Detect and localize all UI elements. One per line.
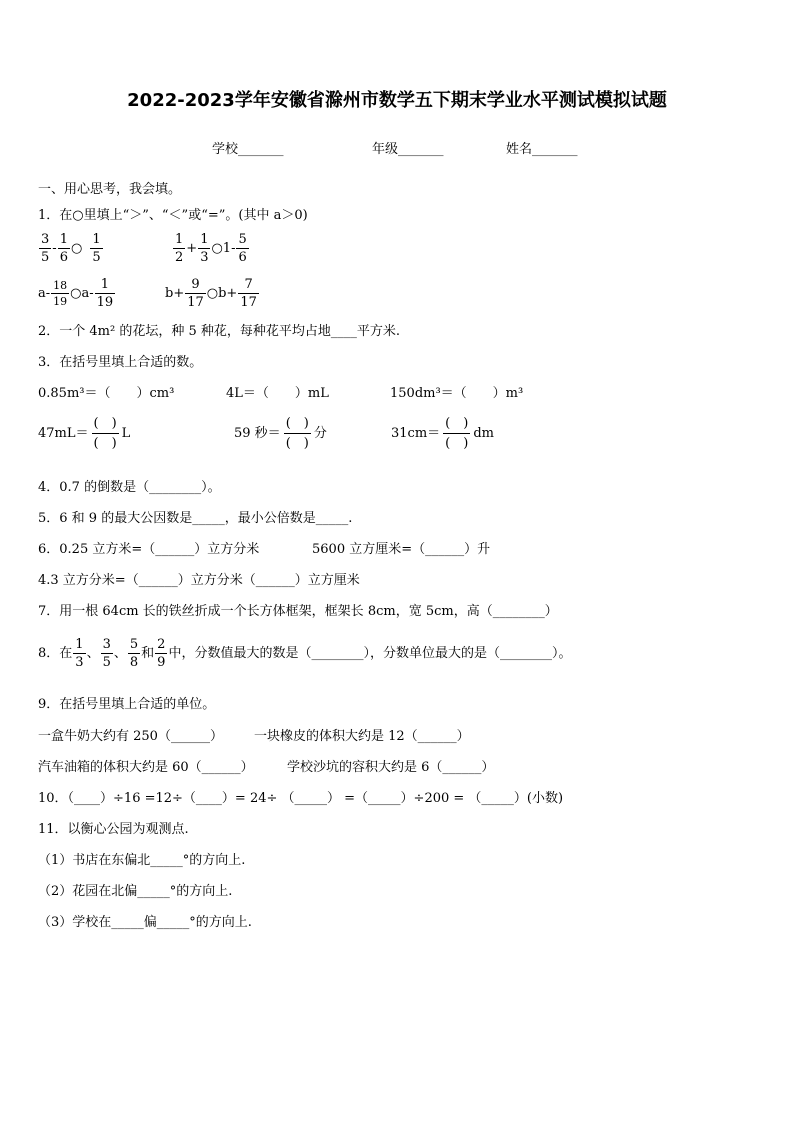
q3-item-d: 47mL＝ ( ) ( ) L — [38, 416, 131, 451]
page-title: 2022-2023学年安徽省滁州市数学五下期末学业水平测试模拟试题 — [127, 90, 667, 111]
fraction: $\frac{1}{6}$ — [59, 232, 68, 265]
question-6-a: 6．0.25 立方米=（______）立方分米 — [38, 542, 260, 557]
q1-expression-2: $\frac{1}{2}$ + $\frac{1}{3}$ ○1- $\frac{5}{6}$ — [175, 232, 247, 265]
q9-item-a: 一盒牛奶大约有 250（______） — [38, 729, 223, 744]
question-1-stem: 1．在○里填上“＞”、“＜”或“=”。(其中 a＞0) — [38, 208, 308, 223]
school-field: 学校_______ — [212, 142, 284, 157]
fraction: $\frac{7}{17}$ — [240, 277, 257, 310]
q9-item-d: 学校沙坑的容积大约是 6（______） — [287, 760, 495, 775]
q3-item-b: 4L＝（ ）mL — [226, 386, 329, 401]
question-4: 4．0.7 的倒数是（________）。 — [38, 480, 221, 495]
blank-fraction: ( ) ( ) — [445, 416, 469, 451]
question-6-b: 5600 立方厘米=（______）升 — [312, 542, 491, 557]
fraction: $\frac{2}{9}$ — [157, 637, 166, 670]
question-7: 7．用一根 64cm 长的铁丝折成一个长方体框架，框架长 8cm，宽 5cm，高（________） — [38, 604, 558, 619]
section-heading: 一、用心思考，我会填。 — [38, 182, 182, 197]
fraction: $\frac{3}{5}$ — [41, 232, 50, 265]
fraction: $\frac{9}{17}$ — [187, 277, 204, 310]
question-3-stem: 3．在括号里填上合适的数。 — [38, 355, 203, 370]
fraction: $\frac{3}{5}$ — [102, 637, 111, 670]
question-6-c: 4.3 立方分米=（______）立方分米（______）立方厘米 — [38, 573, 360, 588]
fraction: $\frac{1}{19}$ — [96, 277, 114, 310]
question-5: 5．6 和 9 的最大公因数是_____，最小公倍数是_____. — [38, 511, 353, 526]
q1-expression-4: b+ $\frac{9}{17}$ ○b+ $\frac{7}{17}$ — [165, 277, 257, 310]
question-8: 8．在 $\frac{1}{3}$ 、 $\frac{3}{5}$ 、 $\frac{5}{8}$ 和 $\frac{2}{9}$ 中，分数值最大的数是（________），分数单位最大的是（________）。 — [38, 637, 572, 670]
q11-item-3: （3）学校在_____偏_____°的方向上. — [38, 915, 252, 930]
blank-fraction: ( ) ( ) — [93, 416, 117, 451]
q3-item-f: 31cm＝ ( ) ( ) dm — [391, 416, 494, 451]
q3-item-c: 150dm³＝（ ）m³ — [390, 386, 524, 401]
compare-circle: ○ — [70, 241, 83, 256]
fraction: $\frac{1}{2}$ — [175, 232, 184, 265]
name-field: 姓名_______ — [506, 142, 578, 157]
q9-item-b: 一块橡皮的体积大约是 12（______） — [254, 729, 470, 744]
q1-expression-1: $\frac{3}{5}$ - $\frac{1}{6}$ ○ $\frac{1}{5}$ — [41, 232, 101, 265]
fraction: $\frac{5}{8}$ — [129, 637, 139, 670]
question-10: 10．（____）÷16 =12÷（____）= 24÷ （_____） =（_____）÷200 = （_____）(小数) — [38, 791, 564, 806]
q3-item-e: 59 秒＝ ( ) ( ) 分 — [234, 416, 327, 451]
blank-fraction: ( ) ( ) — [285, 416, 309, 451]
q11-item-1: （1）书店在东偏北_____°的方向上. — [38, 853, 246, 868]
q1-expression-3: a- $\frac{18}{19}$ ○a- $\frac{1}{19}$ — [38, 277, 114, 310]
q9-item-c: 汽车油箱的体积大约是 60（______） — [38, 760, 254, 775]
question-9-stem: 9．在括号里填上合适的单位。 — [38, 697, 216, 712]
q3-item-a: 0.85m³＝（ ）cm³ — [38, 386, 175, 401]
fraction: $\frac{18}{19}$ — [53, 279, 68, 308]
q11-item-2: （2）花园在北偏_____°的方向上. — [38, 884, 233, 899]
fraction: $\frac{1}{5}$ — [92, 232, 101, 265]
fraction: $\frac{1}{3}$ — [200, 232, 209, 265]
fraction: $\frac{5}{6}$ — [238, 232, 247, 265]
grade-field: 年级_______ — [372, 142, 444, 157]
question-11-stem: 11．以衡心公园为观测点. — [38, 822, 189, 837]
question-2: 2．一个 4m² 的花坛，种 5 种花，每种花平均占地____平方米. — [38, 324, 401, 339]
fraction: $\frac{1}{3}$ — [75, 637, 84, 670]
